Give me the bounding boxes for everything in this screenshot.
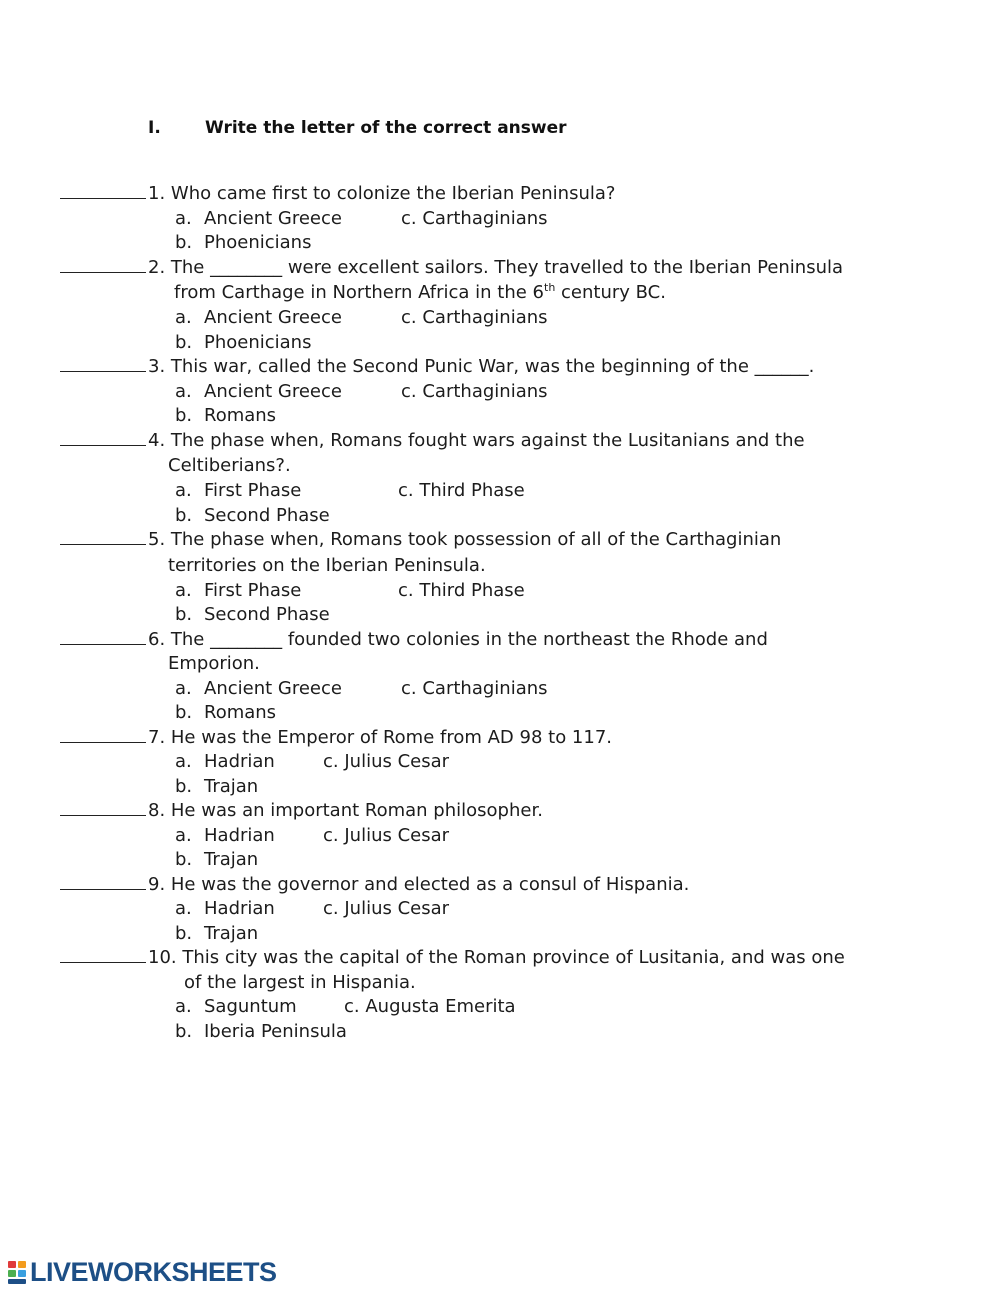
logo-text: LIVEWORKSHEETS <box>30 1257 277 1287</box>
question-list <box>60 182 990 1044</box>
question-text: 3. This war, called the Second Punic War, was the beginning of the ______. <box>148 356 815 377</box>
option-c: c. Julius Cesar <box>323 898 450 919</box>
liveworksheets-logo[interactable] <box>8 1257 277 1288</box>
question-text: 5. The phase when, Romans took possession of all of the Carthaginian <box>148 529 782 550</box>
question-text-continued: Emporion. <box>168 653 260 674</box>
question-text: 2. The ________ were excellent sailors. They travelled to the Iberian Peninsula <box>148 256 844 278</box>
answer-blank[interactable] <box>60 628 146 645</box>
option-b: b. Second Phase <box>175 504 330 526</box>
option-b: b. Trajan <box>175 849 259 870</box>
question-text-continued: from Carthage in Northern Africa in the 6th century BC. <box>174 281 666 303</box>
answer-blank[interactable] <box>60 873 146 890</box>
option-c: c. Augusta Emerita <box>344 996 516 1017</box>
question-text: 9. He was the governor and elected as a consul of Hispania. <box>148 873 690 895</box>
answer-blank[interactable] <box>60 946 146 963</box>
answer-blank[interactable] <box>60 256 146 273</box>
logo-blocks-icon <box>8 1261 28 1285</box>
question-text: 4. The phase when, Romans fought wars against the Lusitanians and the <box>148 429 805 451</box>
option-a: a. Ancient Greece <box>175 380 342 402</box>
option-a: a. First Phase <box>175 480 302 501</box>
question-text-continued: territories on the Iberian Peninsula. <box>168 554 486 576</box>
answer-blank[interactable] <box>60 528 146 545</box>
question-7 <box>60 726 990 800</box>
section-heading <box>148 118 567 138</box>
question-1 <box>60 182 990 256</box>
section-number: I. <box>148 118 161 138</box>
question-text-continued: Celtiberians?. <box>168 455 291 476</box>
question-text: 1. Who came first to colonize the Iberian Peninsula? <box>148 183 616 204</box>
option-a: a. Ancient Greece <box>175 307 342 328</box>
option-c: c. Carthaginians <box>401 380 548 402</box>
option-b: b. Romans <box>175 702 277 723</box>
question-10 <box>60 946 990 1044</box>
option-c: c. Carthaginians <box>401 207 548 229</box>
question-text: 8. He was an important Roman philosopher. <box>148 800 543 821</box>
option-a: a. Saguntum <box>175 996 297 1017</box>
option-b: b. Phoenicians <box>175 232 312 253</box>
question-8 <box>60 799 990 873</box>
option-b: b. Trajan <box>175 922 259 944</box>
question-3 <box>60 355 990 429</box>
answer-blank[interactable] <box>60 726 146 743</box>
option-a: a. Hadrian <box>175 824 275 846</box>
option-b: b. Trajan <box>175 775 259 797</box>
option-a: a. Ancient Greece <box>175 677 342 699</box>
question-2 <box>60 256 990 356</box>
option-b: b. Romans <box>175 405 277 426</box>
question-text-continued: of the largest in Hispania. <box>184 971 416 993</box>
option-a: a. First Phase <box>175 579 302 601</box>
option-c: c. Third Phase <box>398 579 525 601</box>
option-a: a. Hadrian <box>175 898 275 919</box>
option-c: c. Third Phase <box>398 480 525 501</box>
option-c: c. Carthaginians <box>401 677 548 699</box>
option-c: c. Julius Cesar <box>323 824 450 846</box>
answer-blank[interactable] <box>60 355 146 372</box>
answer-blank[interactable] <box>60 182 146 199</box>
question-text: 6. The ________ founded two colonies in the northeast the Rhode and <box>148 628 768 650</box>
section-title: Write the letter of the correct answer <box>205 118 567 138</box>
option-a: a. Ancient Greece <box>175 207 342 229</box>
question-4 <box>60 429 990 529</box>
option-c: c. Julius Cesar <box>323 751 450 772</box>
option-b: b. Iberia Peninsula <box>175 1020 347 1042</box>
answer-blank[interactable] <box>60 799 146 816</box>
question-9 <box>60 873 990 947</box>
question-6 <box>60 628 990 726</box>
option-b: b. Second Phase <box>175 604 330 625</box>
answer-blank[interactable] <box>60 429 146 446</box>
option-a: a. Hadrian <box>175 751 275 772</box>
option-b: b. Phoenicians <box>175 331 312 353</box>
option-c: c. Carthaginians <box>401 307 548 328</box>
question-5 <box>60 528 990 628</box>
question-text: 10. This city was the capital of the Roman province of Lusitania, and was one <box>148 947 845 968</box>
question-text: 7. He was the Emperor of Rome from AD 98 to 117. <box>148 726 613 748</box>
